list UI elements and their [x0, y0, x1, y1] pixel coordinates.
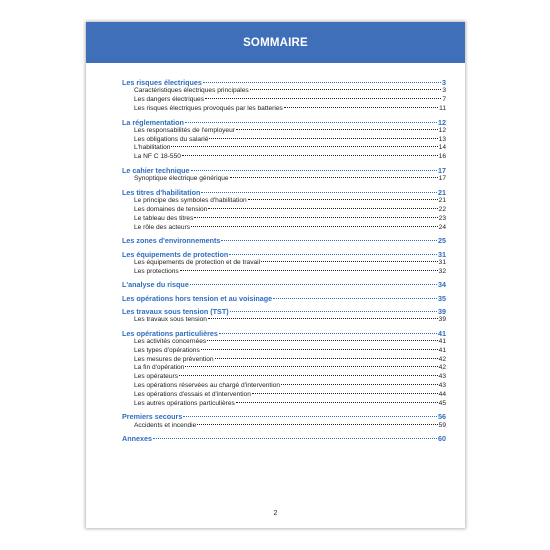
- toc-section-title: Les risques électriques: [122, 78, 202, 87]
- dot-leader: [185, 122, 437, 123]
- toc-section-title: L'analyse du risque: [122, 280, 189, 290]
- toc-section: [122, 434, 446, 443]
- toc-entry-title: La fin d'opération: [134, 364, 185, 372]
- toc-entry-title: Les types d'opérations: [134, 346, 200, 354]
- toc-entry-title: Accidents et incendie: [134, 421, 197, 429]
- dot-leader: [171, 146, 437, 147]
- toc-section-heading[interactable]: [122, 412, 446, 421]
- toc-entry-page: 42: [438, 364, 446, 372]
- toc-entry[interactable]: [122, 136, 446, 145]
- toc-entry-title: Le principe des symboles d'habilitation: [134, 197, 247, 205]
- dot-leader: [194, 217, 437, 218]
- toc-section-page: 41: [438, 328, 446, 338]
- toc-section: [122, 294, 446, 303]
- toc-entry-title: Les équipements de protection et de travail: [134, 258, 261, 266]
- toc-entry-title: Les dangers électriques: [134, 96, 205, 103]
- toc-entry-page: 22: [438, 205, 446, 213]
- dot-leader: [230, 177, 438, 178]
- dot-leader: [191, 170, 437, 171]
- dot-leader: [221, 240, 437, 241]
- toc-section-title: Les titres d'habilitation: [122, 187, 201, 197]
- toc-entry[interactable]: [122, 338, 446, 347]
- toc-section: [122, 188, 446, 232]
- dot-leader: [208, 318, 438, 319]
- toc-section-heading[interactable]: [122, 236, 446, 245]
- toc-section-heading[interactable]: [122, 250, 446, 259]
- toc-entry[interactable]: [122, 422, 446, 431]
- toc-entry[interactable]: [122, 206, 446, 215]
- toc-section: [122, 118, 446, 162]
- dot-leader: [201, 192, 437, 193]
- dot-leader: [248, 199, 438, 200]
- toc-section: [122, 166, 446, 184]
- toc-section-heading[interactable]: [122, 307, 446, 316]
- dot-leader: [252, 393, 438, 394]
- dot-leader: [201, 349, 438, 350]
- page-title: SOMMAIRE: [243, 36, 308, 49]
- toc-entry[interactable]: [122, 105, 446, 114]
- toc-entry[interactable]: [122, 224, 446, 233]
- dot-leader: [284, 107, 438, 108]
- toc-entry-page: 12: [438, 126, 446, 134]
- dot-leader: [236, 402, 438, 403]
- dot-leader: [190, 284, 437, 285]
- dot-leader: [250, 89, 442, 90]
- dot-leader: [215, 358, 438, 359]
- toc-section-page: 3: [442, 78, 446, 87]
- toc-entry[interactable]: [122, 382, 446, 391]
- toc-section-page: 21: [438, 187, 446, 197]
- toc-entry[interactable]: [122, 197, 446, 206]
- toc-section-page: 39: [438, 306, 446, 316]
- dot-leader: [209, 138, 437, 139]
- toc-section-page: 12: [438, 117, 446, 127]
- toc-entry[interactable]: [122, 215, 446, 224]
- toc-entry-title: Les autres opérations particulières: [134, 399, 235, 407]
- toc-entry-page: 43: [438, 381, 446, 389]
- toc-entry[interactable]: [122, 127, 446, 136]
- toc-entry-page: 31: [438, 258, 446, 266]
- dot-leader: [205, 98, 441, 99]
- dot-leader: [230, 311, 437, 312]
- toc-entry-page: 44: [438, 390, 446, 398]
- toc-section-title: Les zones d'environnements: [122, 236, 221, 246]
- toc-entry[interactable]: [122, 259, 446, 268]
- toc-entry[interactable]: [122, 87, 446, 96]
- toc-section-heading[interactable]: [122, 78, 446, 87]
- toc-entry-page: 14: [438, 144, 446, 152]
- toc-entry[interactable]: [122, 356, 446, 365]
- toc-entry-title: Les activités concernées: [134, 337, 207, 345]
- toc-section-title: Le cahier technique: [122, 165, 190, 175]
- toc-section: [122, 280, 446, 289]
- dot-leader: [191, 226, 438, 227]
- toc-entry-page: 59: [438, 421, 446, 429]
- toc-section-heading[interactable]: [122, 118, 446, 127]
- toc-entry-page: 16: [438, 153, 446, 161]
- toc-entry-title: Synoptique électrique générique: [134, 175, 229, 183]
- toc-entry-title: Le rôle des acteurs: [134, 223, 191, 231]
- toc-section-page: 25: [438, 236, 446, 246]
- dot-leader: [180, 270, 438, 271]
- toc-section-heading[interactable]: [122, 188, 446, 197]
- toc-section-title: Les opérations particulières: [122, 328, 218, 338]
- toc-section-title: La réglementation: [122, 117, 184, 127]
- toc-section: [122, 78, 446, 114]
- toc-entry-page: 21: [438, 197, 446, 205]
- toc-section-page: 31: [438, 249, 446, 259]
- toc-entry[interactable]: [122, 153, 446, 162]
- toc-entry[interactable]: [122, 391, 446, 400]
- toc-entry-page: 41: [438, 346, 446, 354]
- toc-section-heading[interactable]: [122, 280, 446, 289]
- toc-entry-title: Les protections: [134, 267, 179, 275]
- toc-section-title: Premiers secours: [122, 412, 183, 422]
- dot-leader: [185, 366, 437, 367]
- dot-leader: [261, 261, 438, 262]
- document-page: [86, 22, 465, 528]
- toc-section-title: Les équipements de protection: [122, 249, 229, 259]
- page-number: 2: [273, 510, 278, 517]
- toc-section-title: Annexes: [122, 434, 152, 444]
- toc-entry[interactable]: [122, 316, 446, 325]
- toc-entry-page: 11: [439, 104, 446, 112]
- toc-entry-title: Le tableau des titres: [134, 214, 194, 222]
- toc-entry[interactable]: [122, 144, 446, 153]
- dot-leader: [281, 384, 438, 385]
- toc-entry-page: 41: [438, 337, 446, 345]
- dot-leader: [219, 333, 437, 334]
- toc-entry-title: Les travaux sous tension: [134, 315, 207, 323]
- toc-entry-title: Les obligations du salarié: [134, 135, 209, 143]
- dot-leader: [179, 375, 438, 376]
- dot-leader: [203, 82, 441, 83]
- toc-section-page: 56: [438, 412, 446, 422]
- toc-section: [122, 412, 446, 430]
- toc-section: [122, 250, 446, 277]
- toc-section-title: Les travaux sous tension (TST): [122, 306, 229, 316]
- toc-entry-title: L'habilitation: [134, 144, 171, 152]
- dot-leader: [153, 438, 437, 439]
- toc-section: [122, 329, 446, 409]
- toc-section-heading[interactable]: [122, 294, 446, 303]
- toc-entry-page: 43: [438, 373, 446, 381]
- toc-entry-page: 17: [438, 175, 446, 183]
- header-banner: [86, 22, 465, 63]
- toc-entry[interactable]: [122, 400, 446, 409]
- toc-entry-page: 32: [438, 267, 446, 275]
- toc-entry[interactable]: [122, 96, 446, 105]
- dot-leader: [197, 424, 437, 425]
- toc-section: [122, 307, 446, 325]
- toc-entry-page: 39: [438, 315, 446, 323]
- toc-entry-page: 24: [438, 223, 446, 231]
- toc-section: [122, 236, 446, 245]
- dot-leader: [208, 208, 437, 209]
- toc-entry[interactable]: [122, 268, 446, 277]
- toc-entry-title: Les opérations d'essais et d'intervention: [134, 390, 251, 398]
- toc-entry-page: 3: [442, 87, 446, 95]
- toc-entry[interactable]: [122, 373, 446, 382]
- toc-entry-title: Les mesures de prévention: [134, 355, 214, 363]
- dot-leader: [229, 254, 437, 255]
- toc-entry-title: Caractéristiques électriques principales: [134, 87, 249, 95]
- toc-entry[interactable]: [122, 347, 446, 356]
- toc-section-page: 17: [438, 165, 446, 175]
- toc-entry-title: Les risques électriques provoqués par les batteries: [134, 104, 283, 112]
- dot-leader: [236, 129, 438, 130]
- table-of-contents: [122, 78, 446, 444]
- toc-entry-page: 7: [442, 96, 446, 103]
- toc-entry-page: 23: [438, 214, 446, 222]
- toc-entry[interactable]: [122, 364, 446, 373]
- toc-section-page: 34: [438, 280, 446, 290]
- toc-entry-title: La NF C 18-550: [134, 153, 181, 161]
- dot-leader: [183, 416, 437, 417]
- toc-entry-page: 13: [438, 135, 446, 143]
- toc-section-title: Les opérations hors tension et au voisinage: [122, 293, 273, 303]
- toc-entry-title: Les responsabilités de l'employeur: [134, 126, 235, 134]
- toc-section-heading[interactable]: [122, 166, 446, 175]
- dot-leader: [182, 155, 438, 156]
- toc-entry[interactable]: [122, 175, 446, 184]
- toc-entry-title: Les opérations réservées au chargé d'intervention: [134, 381, 281, 389]
- toc-entry-page: 42: [438, 355, 446, 363]
- toc-section-heading[interactable]: [122, 329, 446, 338]
- toc-entry-title: Les domaines de tension: [134, 205, 208, 213]
- dot-leader: [273, 298, 437, 299]
- dot-leader: [207, 340, 437, 341]
- toc-entry-title: Les opérateurs: [134, 373, 178, 381]
- toc-section-heading[interactable]: [122, 434, 446, 443]
- toc-section-page: 60: [438, 434, 446, 444]
- toc-entry-page: 45: [438, 399, 446, 407]
- toc-section-page: 35: [438, 293, 446, 303]
